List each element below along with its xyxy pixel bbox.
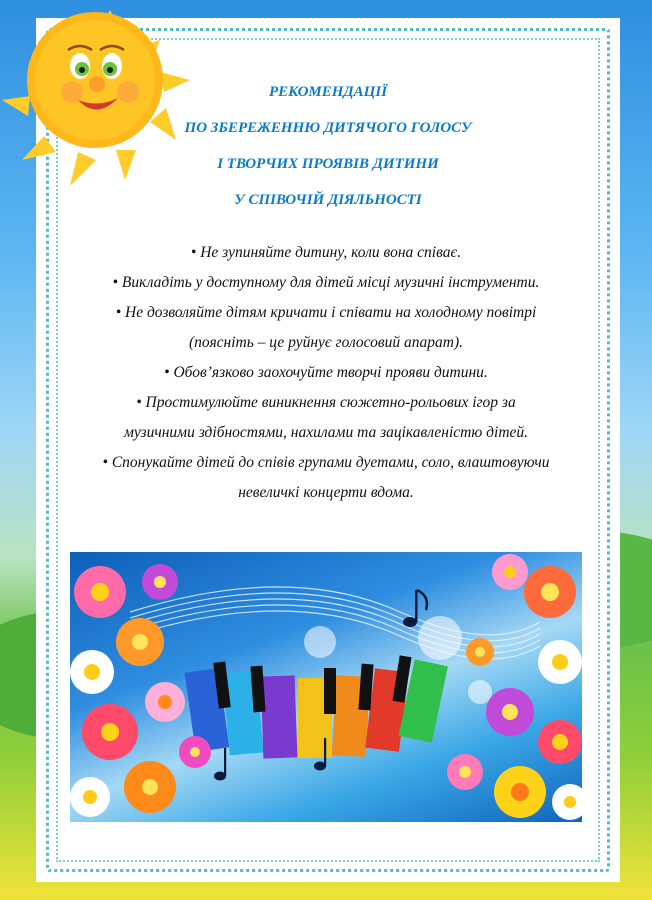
rule-line: (поясніть – це руйнує голосовий апарат). <box>189 334 463 351</box>
rule-line: музичними здібностями, нахилами та зацікавленістю дітей. <box>123 424 529 441</box>
recommendations-list <box>60 238 592 508</box>
rule-line: невеличкі концерти вдома. <box>238 484 414 501</box>
sun-icon <box>0 0 210 190</box>
title-line: І ТВОРЧИХ ПРОЯВІВ ДИТИНИ <box>217 156 439 172</box>
rule-line: • Обов’язково заохочуйте творчі прояви дитини. <box>164 364 488 381</box>
flowers-piano-image <box>70 552 582 822</box>
music-flowers-illustration <box>70 552 582 822</box>
title-line: ПО ЗБЕРЕЖЕННЮ ДИТЯЧОГО ГОЛОСУ <box>184 120 472 136</box>
rule-line: • Спонукайте дітей до співів групами дуетами, соло, влаштовуючи <box>102 454 550 471</box>
title-line: У СПІВОЧІЙ ДІЯЛЬНОСТІ <box>234 192 422 208</box>
rule-line: • Викладіть у доступному для дітей місці музичні інструменти. <box>112 274 540 291</box>
rule-line: • Простимулюйте виникнення сюжетно-рольових ігор за <box>136 394 516 411</box>
rule-line: • Не дозволяйте дітям кричати і співати на холодному повітрі <box>115 304 537 321</box>
rule-line: • Не зупиняйте дитину, коли вона співає. <box>190 244 462 261</box>
title-line: РЕКОМЕНДАЦІЇ <box>268 84 388 100</box>
